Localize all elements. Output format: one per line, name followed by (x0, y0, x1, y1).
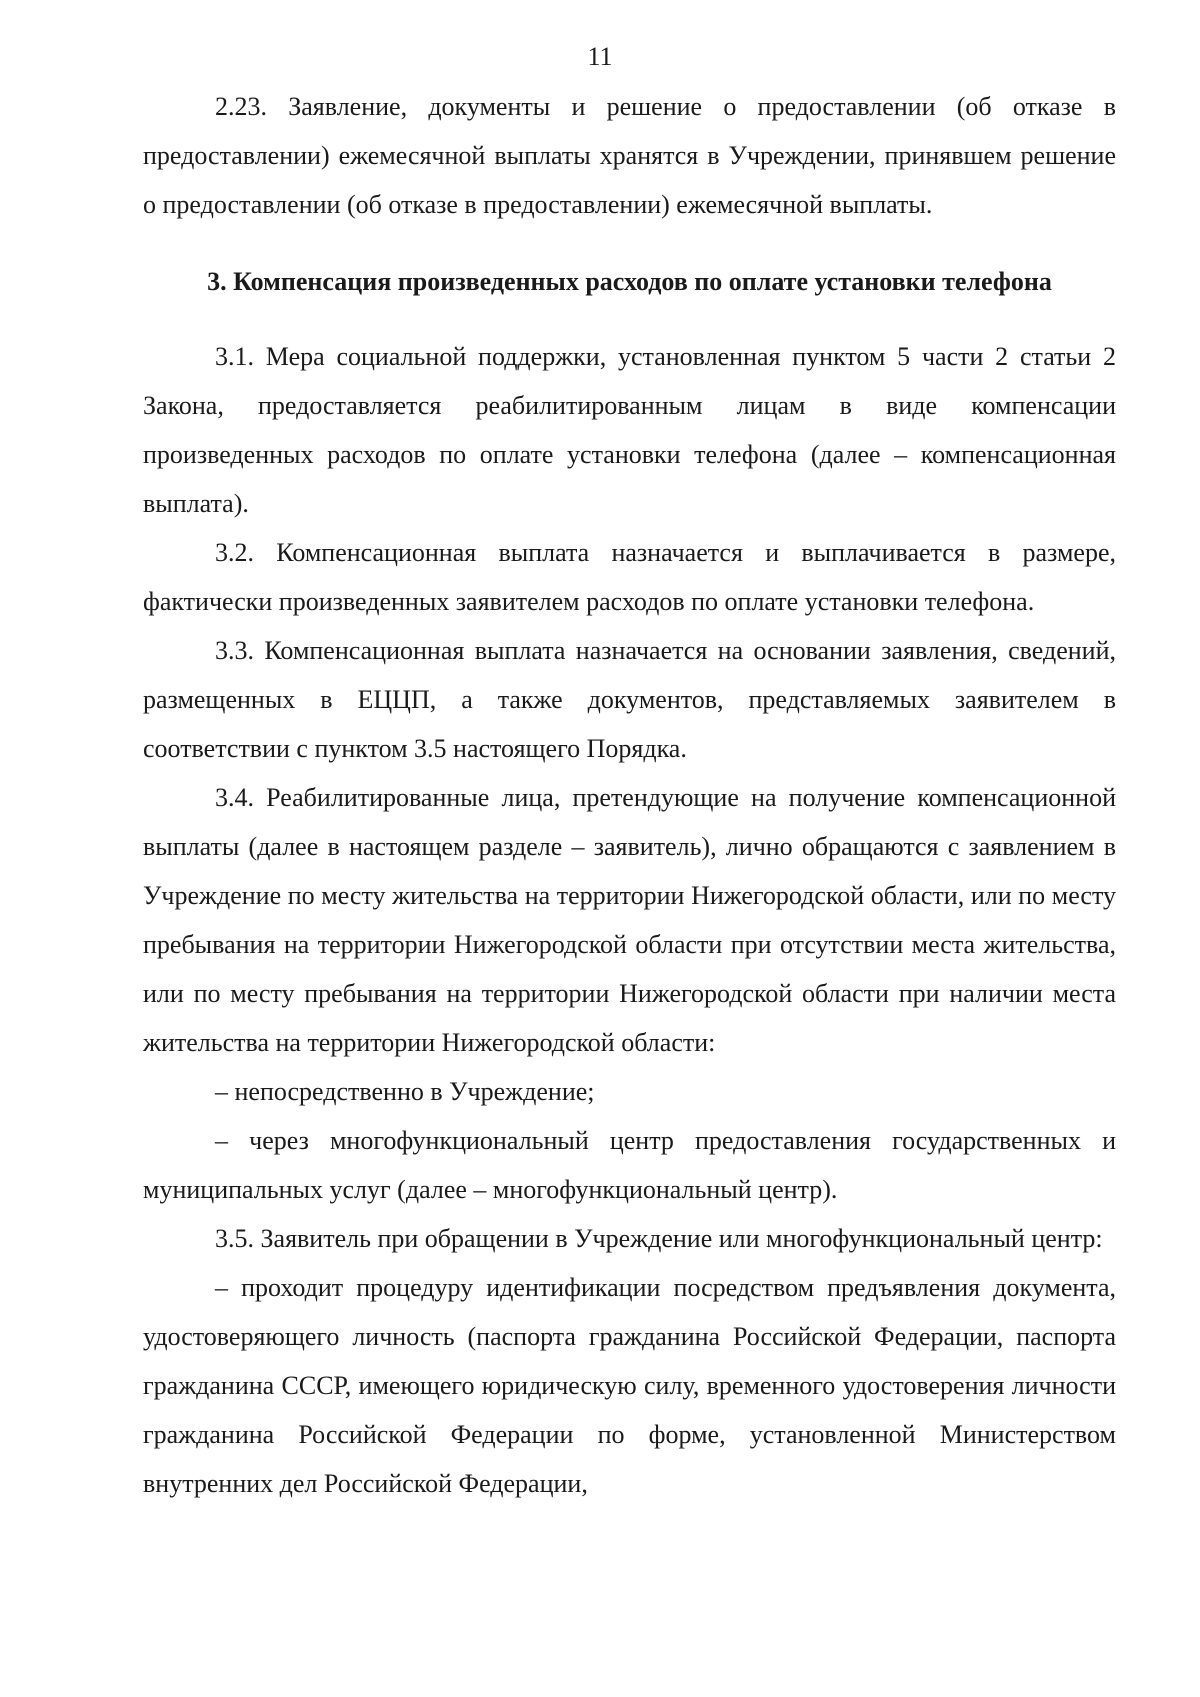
list-item-direct: – непосредственно в Учреждение; (215, 1077, 595, 1106)
paragraph-3-1: 3.1. Мера социальной поддержки, установленная пунктом 5 части 2 статьи 2 Закона, предоставляется реабилитированным лицам в виде компенсации произведенных расходов по оплате установки телефона (далее – компенсационная выплата). (143, 342, 1116, 518)
paragraph-2-23: 2.23. Заявление, документы и решение о предоставлении (об отказе в предоставлении) ежемесячной выплаты хранятся в Учреждении, принявшем решение о предоставлении (об отказе в предоставлении) ежемесячной выплаты. (143, 92, 1116, 219)
list-item-identification: – проходит процедуру идентификации посредством предъявления документа, удостоверяющего личность (паспорта гражданина Российской Федерации, паспорта гражданина СССР, имеющего юридическую силу, временного удостоверения личности гражданина Российской Федерации по форме, установленной Министерством внутренних дел Российской Федерации, (143, 1273, 1116, 1498)
paragraph-3-4: 3.4. Реабилитированные лица, претендующие на получение компенсационной выплаты (далее в настоящем разделе – заявитель), лично обращаются с заявлением в Учреждение по месту жительства на территории Нижегородской области, или по месту пребывания на территории Нижегородской области при отсутствии места жительства, или по месту пребывания на территории Нижегородской области при наличии места жительства на территории Нижегородской области: (143, 783, 1116, 1057)
paragraph-3-5: 3.5. Заявитель при обращении в Учреждение или многофункциональный центр: (215, 1224, 1103, 1253)
section-heading: 3. Компенсация произведенных расходов по оплате установки телефона (207, 267, 1052, 296)
list-item-mfc: – через многофункциональный центр предоставления государственных и муниципальных услуг (далее – многофункциональный центр). (143, 1126, 1116, 1204)
paragraph-3-3: 3.3. Компенсационная выплата назначается на основании заявления, сведений, размещенных в ЕЦЦП, а также документов, представляемых заявителем в соответствии с пунктом 3.5 настоящего Порядка. (143, 636, 1116, 763)
document-body (143, 82, 1116, 1508)
page-number: 11 (587, 42, 613, 71)
paragraph-3-2: 3.2. Компенсационная выплата назначается и выплачивается в размере, фактически произведенных заявителем расходов по оплате установки телефона. (143, 538, 1116, 616)
